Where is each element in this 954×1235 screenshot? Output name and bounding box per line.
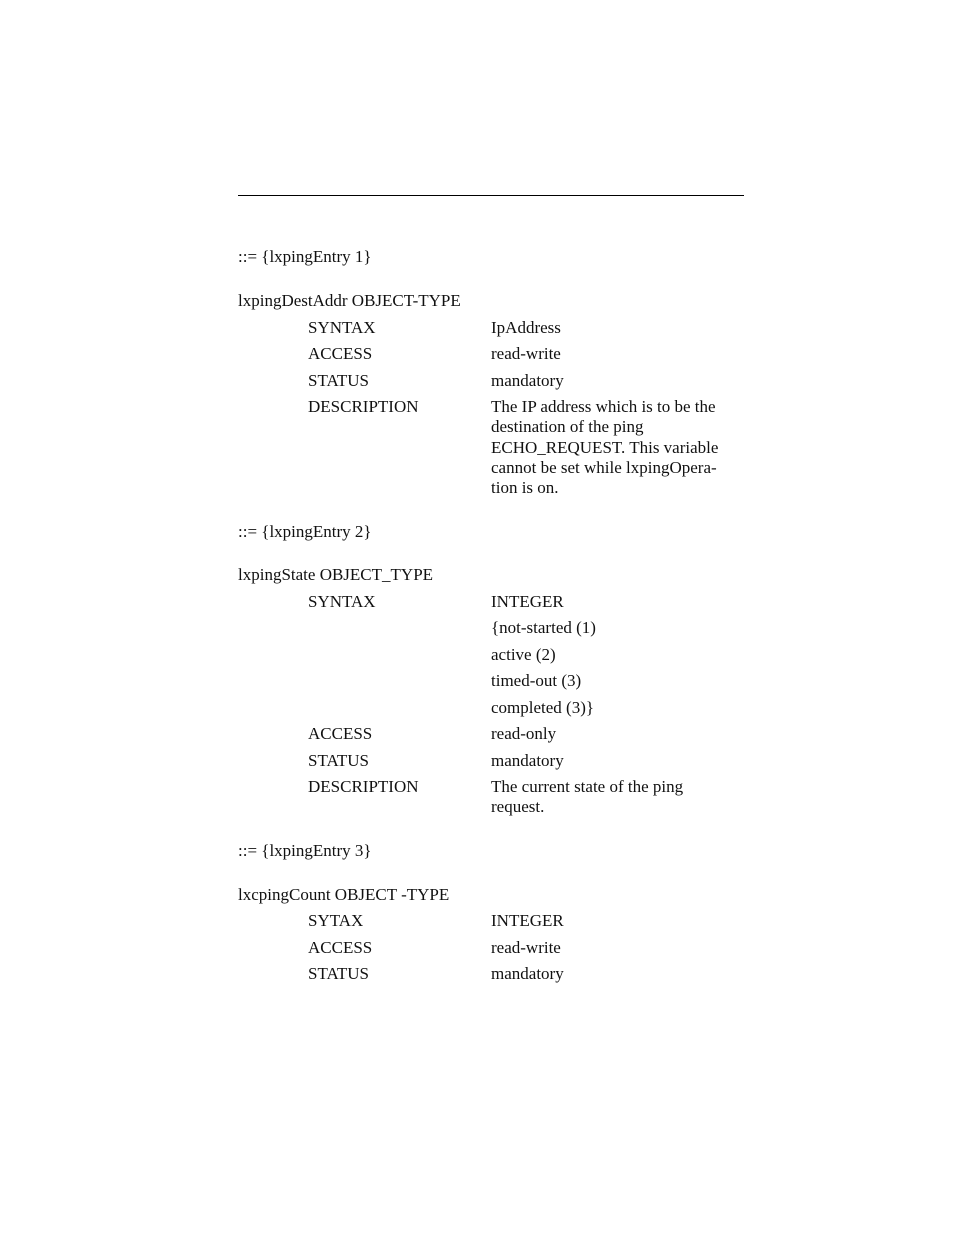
state-syntax-enum: {not-started (1) xyxy=(491,618,596,637)
description-line: request. xyxy=(491,797,545,817)
destaddr-status-key: STATUS xyxy=(308,371,369,390)
count-access-key: ACCESS xyxy=(308,938,373,957)
object-header-count: lxcpingCount OBJECT -TYPE xyxy=(238,885,450,904)
description-line: ECHO_REQUEST. This variable xyxy=(491,437,719,457)
header-rule xyxy=(238,195,744,196)
state-status-key: STATUS xyxy=(308,751,369,770)
count-status-value: mandatory xyxy=(491,964,564,983)
state-access-key: ACCESS xyxy=(308,724,373,743)
description-line: The IP address which is to be the xyxy=(491,397,716,416)
destaddr-access-value: read-write xyxy=(491,344,561,363)
assign-entry-1: ::= {lxpingEntry 1} xyxy=(238,247,372,266)
description-line: tion is on. xyxy=(491,478,559,498)
state-status-value: mandatory xyxy=(491,751,564,770)
state-syntax-enum: active (2) xyxy=(491,645,556,664)
destaddr-access-key: ACCESS xyxy=(308,344,373,363)
count-syntax-value: INTEGER xyxy=(491,911,564,930)
destaddr-syntax-value: IpAddress xyxy=(491,318,561,337)
description-line: destination of the ping xyxy=(491,417,644,437)
count-syntax-key: SYTAX xyxy=(308,911,364,930)
count-access-value: read-write xyxy=(491,938,561,957)
destaddr-syntax-key: SYNTAX xyxy=(308,318,376,337)
state-syntax-enum: completed (3)} xyxy=(491,698,595,717)
state-description-key: DESCRIPTION xyxy=(308,777,419,796)
description-line: cannot be set while lxpingOpera- xyxy=(491,457,717,477)
state-syntax-value: INTEGER xyxy=(491,592,564,611)
state-description-text xyxy=(491,777,747,818)
object-header-state: lxpingState OBJECT_TYPE xyxy=(238,565,434,584)
state-syntax-enum: timed-out (3) xyxy=(491,671,582,690)
description-line: The current state of the ping xyxy=(491,777,684,796)
destaddr-status-value: mandatory xyxy=(491,371,564,390)
assign-entry-3: ::= {lxpingEntry 3} xyxy=(238,841,372,860)
state-syntax-key: SYNTAX xyxy=(308,592,376,611)
object-header-destaddr: lxpingDestAddr OBJECT-TYPE xyxy=(238,291,461,310)
destaddr-description-text xyxy=(491,397,747,498)
assign-entry-2: ::= {lxpingEntry 2} xyxy=(238,522,372,541)
count-status-key: STATUS xyxy=(308,964,369,983)
state-access-value: read-only xyxy=(491,724,557,743)
destaddr-description-key: DESCRIPTION xyxy=(308,397,419,416)
